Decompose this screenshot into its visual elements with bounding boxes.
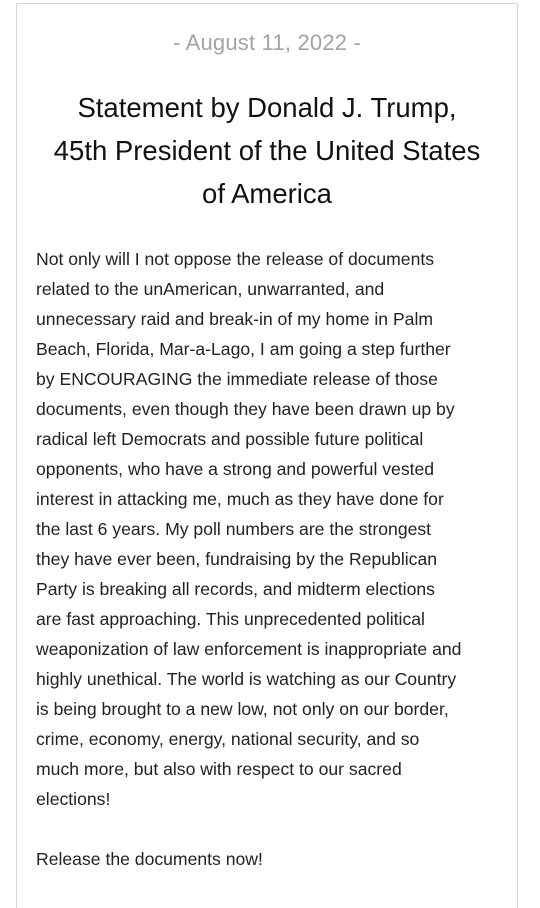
body-line: weaponization of law enforcement is inappropriate and <box>36 639 462 659</box>
statement-date: - August 11, 2022 - <box>172 30 362 55</box>
body-line: Not only will I not oppose the release of documents <box>36 249 435 269</box>
statement-body <box>36 244 516 814</box>
statement-closing: Release the documents now! <box>36 849 263 869</box>
body-line: Beach, Florida, Mar-a-Lago, I am going a step further <box>36 339 451 359</box>
statement-card <box>16 3 518 908</box>
title-line: Statement by Donald J. Trump, <box>77 92 457 123</box>
title-line: of America <box>202 178 332 209</box>
body-line: highly unethical. The world is watching as our Country <box>36 669 457 689</box>
body-line: radical left Democrats and possible future political <box>36 429 424 449</box>
body-line: related to the unAmerican, unwarranted, and <box>36 279 385 299</box>
body-line: they have ever been, fundraising by the Republican <box>36 549 438 569</box>
body-line: are fast approaching. This unprecedented political <box>36 609 425 629</box>
body-line: crime, economy, energy, national security, and so <box>36 729 420 749</box>
body-line: documents, even though they have been drawn up by <box>36 399 455 419</box>
statement-title <box>17 86 517 215</box>
body-line: the last 6 years. My poll numbers are the strongest <box>36 519 432 539</box>
body-line: unnecessary raid and break-in of my home in Palm <box>36 309 434 329</box>
body-line: is being brought to a new low, not only on our border, <box>36 699 449 719</box>
body-line: elections! <box>36 789 111 809</box>
body-line: opponents, who have a strong and powerful vested <box>36 459 435 479</box>
title-line: 45th President of the United States <box>53 135 481 166</box>
body-line: much more, but also with respect to our sacred <box>36 759 402 779</box>
body-line: interest in attacking me, much as they have done for <box>36 489 444 509</box>
body-line: by ENCOURAGING the immediate release of those <box>36 369 438 389</box>
body-line: Party is breaking all records, and midterm elections <box>36 579 435 599</box>
